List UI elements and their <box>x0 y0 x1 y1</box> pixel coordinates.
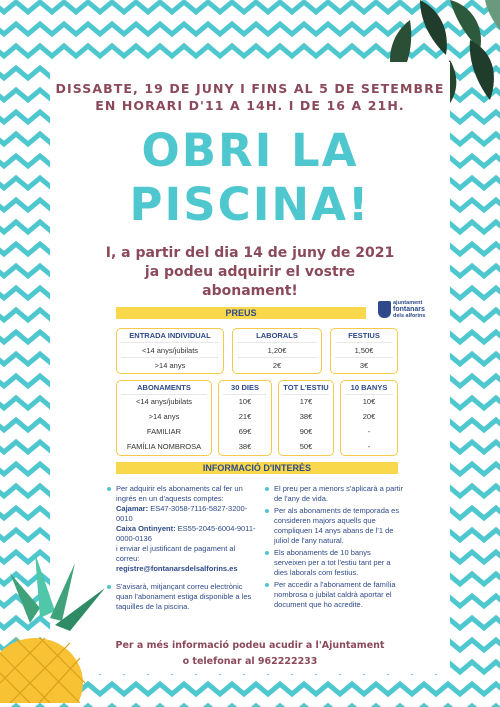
entrada-row-1: <14 anys/jubilats <box>141 346 199 355</box>
subtitle-line-3: abonament! <box>202 283 298 299</box>
info-left-item-2 <box>106 582 256 612</box>
caixa-label: Caixa Ontinyent: <box>116 524 176 533</box>
ajuntament-logo <box>378 300 448 322</box>
info-text: S'avisarà, mitjançant correu electrònic quan l'abonament estiga disponible a les taquilles de la piscina. <box>116 582 252 611</box>
divider <box>121 342 219 343</box>
deu-banys-row-3: - <box>367 427 371 436</box>
festius-row-1: 1,50€ <box>354 346 374 355</box>
pineapple-icon <box>0 533 120 707</box>
divider <box>223 394 267 395</box>
footer-line-2: o telefonar al 962222233 <box>182 656 318 667</box>
dates-line-1: DISSABTE, 19 DE JUNY I FINS AL 5 DE SETEMBRE <box>55 81 445 96</box>
tot-estiu-header: TOT L'ESTIU <box>283 383 329 392</box>
cajamar-label: Cajamar: <box>116 504 149 513</box>
logo-text <box>393 300 425 319</box>
abonaments-row-3: FAMILIAR <box>146 427 182 436</box>
subtitle-line-2: ja podeu adquirir el vostre <box>144 264 356 280</box>
tot-estiu-box <box>278 380 334 456</box>
info-text: Els abonaments de 10 banys serveixen per a tot l'estiu tant per a dies laborals com festius. <box>274 548 391 577</box>
tot-estiu-row-2: 38€ <box>299 412 313 421</box>
info-text: i enviar el justificant de pagament al correu: <box>116 544 236 563</box>
dates-header <box>50 80 450 114</box>
divider <box>237 357 317 358</box>
divider <box>121 357 219 358</box>
abonaments-row-4: FAMÍLIA NOMBROSA <box>126 442 202 451</box>
laborals-row-2: 2€ <box>272 361 282 370</box>
info-text: Per als abonaments de temporada es consideren majors aquells que compliquen 14 anys abans de l'1 de juliol de l'any natural. <box>274 506 400 545</box>
info-bar-label: INFORMACIÓ D'INTERÈS <box>202 463 312 473</box>
laborals-row-1: 1,20€ <box>267 346 287 355</box>
festius-header: FESTIUS <box>348 331 380 340</box>
info-right-item-1 <box>264 484 404 504</box>
trenta-dies-row-2: 21€ <box>238 412 252 421</box>
main-title <box>50 124 450 232</box>
deu-banys-header: 10 BANYS <box>350 383 388 392</box>
info-right-item-3 <box>264 548 404 578</box>
festius-box <box>330 328 398 374</box>
divider <box>283 394 329 395</box>
logo-line-1: ajuntament <box>393 300 423 306</box>
deu-banys-row-1: 10€ <box>362 397 376 406</box>
info-right-column <box>264 484 404 612</box>
abonaments-header: ABONAMENTS <box>137 383 191 392</box>
ajuntament-shield-icon <box>378 301 391 318</box>
subtitle-line-1: I, a partir del dia 14 de juny de 2021 <box>105 245 395 261</box>
logo-line-2: fontanars <box>393 306 425 313</box>
preus-label: PREUS <box>225 308 257 318</box>
divider <box>345 394 393 395</box>
trenta-dies-row-1: 10€ <box>238 397 252 406</box>
tot-estiu-row-3: 90€ <box>299 427 313 436</box>
abonaments-box <box>116 380 212 456</box>
entrada-individual-box <box>116 328 224 374</box>
info-right-item-4 <box>264 580 404 610</box>
divider <box>121 394 207 395</box>
info-left-column <box>106 484 256 620</box>
entrada-header: ENTRADA INDIVIDUAL <box>129 331 211 340</box>
trenta-dies-box <box>218 380 272 456</box>
laborals-header: LABORALS <box>256 331 298 340</box>
deu-banys-box <box>340 380 398 456</box>
trenta-dies-row-3: 69€ <box>238 427 252 436</box>
title-line-1: OBRI LA <box>141 124 359 177</box>
divider <box>335 357 393 358</box>
deu-banys-row-4: - <box>367 442 371 451</box>
divider <box>237 342 317 343</box>
subtitle <box>90 244 410 301</box>
deu-banys-row-2: 20€ <box>362 412 376 421</box>
info-text: El preu per a menors s'aplicarà a partir de l'any de vida. <box>274 484 403 503</box>
laborals-box <box>232 328 322 374</box>
entrada-row-2: >14 anys <box>154 361 186 370</box>
cajamar-iban: ES47-3058-7116-5827-3200-0010 <box>116 504 248 523</box>
logo-line-3: dels alforins <box>393 313 426 319</box>
info-text: Per adquirir els abonaments cal fer un ingrés en un d'aquests comptes: <box>116 484 243 503</box>
dates-line-2: EN HORARI D'11 A 14H. I DE 16 A 21H. <box>95 98 405 113</box>
footer-line-1: Per a més informació podeu acudir a l'Ajuntament <box>115 640 385 651</box>
festius-row-2: 3€ <box>359 361 369 370</box>
trenta-dies-row-4: 38€ <box>238 442 252 451</box>
price-sheet <box>112 300 448 472</box>
tot-estiu-row-4: 50€ <box>299 442 313 451</box>
info-text: Per accedir a l'abonament de família nombrosa o jubilat caldrà aportar el document que ho acredite. <box>274 580 396 609</box>
caixa-iban: ES55-2045-6004-9011-0000-0136 <box>116 524 256 543</box>
tot-estiu-row-1: 17€ <box>299 397 313 406</box>
info-left-item-1 <box>106 484 256 574</box>
email-link[interactable]: registre@fontanarsdelsalforins.es <box>116 564 238 573</box>
info-bar <box>116 462 398 474</box>
preus-bar <box>116 307 366 319</box>
info-right-item-2 <box>264 506 404 546</box>
title-line-2: PISCINA! <box>129 178 371 231</box>
trenta-dies-header: 30 DIES <box>231 383 259 392</box>
abonaments-row-2: >14 anys <box>148 412 180 421</box>
divider <box>335 342 393 343</box>
abonaments-row-1: <14 anys/jubilats <box>135 397 193 406</box>
